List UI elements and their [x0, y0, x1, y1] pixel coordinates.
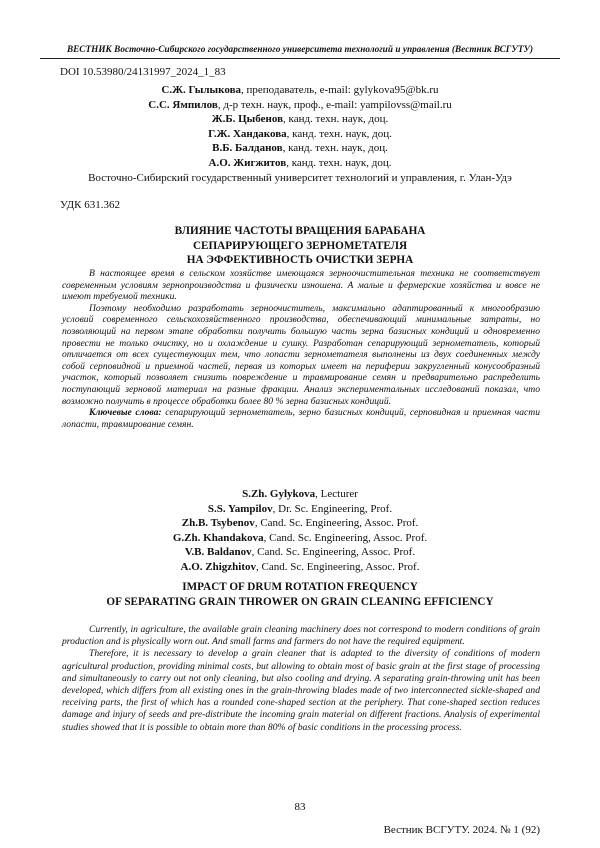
- author-name: A.O. Zhigzhitov: [180, 560, 257, 573]
- author-name: Zh.B. Tsybenov: [181, 517, 255, 530]
- author-line: [40, 156, 560, 171]
- author-details: , канд. техн. наук, доц.: [286, 156, 392, 169]
- author-line: [40, 141, 560, 156]
- author-name: В.Б. Балданов: [212, 142, 283, 155]
- author-name: Г.Ж. Хандакова: [208, 127, 287, 140]
- author-name: V.B. Baldanov: [184, 546, 252, 559]
- footer-journal-citation: Вестник ВСГУТУ. 2024. № 1 (92): [383, 824, 540, 836]
- abstract-paragraph: В настоящее время в сельском хозяйстве имеющаяся зерноочистительная техника не соответствует современным условиям зернопроизводства и физически изношена. А малые и фермерские хозяйства и вовсе не имеют требуемой техники.: [62, 268, 540, 303]
- abstract-paragraph: Therefore, it is necessary to develop a grain cleaner that is adapted to the diversity of conditions of modern agricultural production, providing minimal costs, but allowing to obtain most of basic grain at the first stage of processing and simultaneously to carry out not only cleaning, but also cooling and drying. A separating grain-throwing unit has been developed, which differs from all existing ones in the grain-throwing blades made of two interconnected sickle-shaped and receiving parts, the first of which has a rounded cone-shaped section at the periphery. That cone-shaped section reduces damage and injury of seeds and pre-distribute the incoming grain material on different fractions. Analysis of experimental studies showed that it is possible to obtain more than 80% of basic conditions in the processing process.: [62, 648, 540, 733]
- author-name: С.С. Ямпилов: [148, 98, 218, 111]
- author-name: S.S. Yampilov: [207, 502, 273, 515]
- author-line: [40, 83, 560, 98]
- title-line: НА ЭФФЕКТИВНОСТЬ ОЧИСТКИ ЗЕРНА: [186, 254, 414, 266]
- author-line: [40, 531, 560, 546]
- title-line: OF SEPARATING GRAIN THROWER ON GRAIN CLEANING EFFICIENCY: [106, 595, 494, 608]
- title-line: СЕПАРИРУЮЩЕГО ЗЕРНОМЕТАТЕЛЯ: [192, 239, 408, 252]
- author-details: , канд. техн. наук, доц.: [283, 113, 389, 126]
- author-details: , Cand. Sc. Engineering, Assoc. Prof.: [256, 560, 420, 573]
- author-details: , преподаватель, e-mail: gylykova95@bk.ru: [241, 84, 439, 96]
- authors-en: [40, 487, 560, 575]
- title-line: IMPACT OF DRUM ROTATION FREQUENCY: [182, 581, 418, 593]
- author-details: , Cand. Sc. Engineering, Assoc. Prof.: [254, 517, 419, 530]
- author-line: [40, 127, 560, 142]
- author-line: [40, 516, 560, 531]
- running-head: ВЕСТНИК Восточно-Сибирского государственного университета технологий и управления (Вестник ВСГУТУ): [66, 44, 534, 54]
- doi: DOI 10.53980/24131997_2024_1_83: [60, 66, 226, 78]
- author-details: , д-р техн. наук, проф., e-mail: yampilovss@mail.ru: [217, 98, 452, 111]
- keywords-ru: [62, 407, 540, 430]
- authors-ru: [40, 83, 560, 185]
- abstract-ru: [62, 268, 540, 430]
- author-line: [40, 98, 560, 113]
- udc-code: УДК 631.362: [60, 199, 121, 211]
- author-name: А.О. Жигжитов: [208, 156, 287, 169]
- title-ru: [40, 224, 560, 268]
- abstract-paragraph: Поэтому необходимо разработать зерноочиститель, максимально адаптированный к многообразию условий современного сельскохозяйственного производства, обеспечивающий минимальные затраты, но позволяющий на первом этапе обработки получить большую часть зерна базисных кондиций и одновременно провести не только очистку, но и охлаждение и сушку. Разработан сепарирующий зернометатель, который отличается от всех существующих тем, что лопасти зернометателя выполнены из двух соединенных между собой серповидной и приемной частей, первая из которых имеет на периферии закругленный конусообразный участок, который позволяет снизить повреждение и травмирование семян и предварительно распределить поступающий зерновой материал на разные фракции. Анализ экспериментальных исследований показал, что возможно получить в процессе обработки более 80 % зерна базисных кондиций.: [62, 302, 540, 407]
- author-name: S.Zh. Gylykova: [242, 488, 316, 500]
- header-divider: [40, 58, 560, 59]
- author-details: , канд. техн. наук, доц.: [282, 142, 388, 155]
- author-name: G.Zh. Khandakova: [172, 531, 264, 544]
- author-line: [40, 502, 560, 517]
- author-line: [40, 560, 560, 575]
- author-details: , канд. техн. наук, доц.: [286, 127, 392, 140]
- keywords-text: сепарирующий зернометатель, зерно базисных кондиций, серповидная и приемная части лопасти, травмирование семян.: [62, 407, 540, 430]
- author-details: , Lecturer: [315, 488, 358, 500]
- abstract-en: [62, 624, 540, 734]
- author-line: [40, 545, 560, 560]
- author-details: , Dr. Sc. Engineering, Prof.: [272, 502, 393, 515]
- affiliation: Восточно-Сибирский государственный университет технологий и управления, г. Улан-Удэ: [88, 171, 512, 184]
- title-en: [40, 580, 560, 609]
- page-number: 83: [294, 801, 306, 813]
- author-line: [40, 112, 560, 127]
- author-name: С.Ж. Гылыкова: [161, 84, 242, 96]
- author-details: , Cand. Sc. Engineering, Assoc. Prof.: [263, 531, 428, 544]
- author-details: , Cand. Sc. Engineering, Assoc. Prof.: [251, 546, 416, 559]
- keywords-label: Ключевые слова:: [89, 407, 162, 419]
- author-name: Ж.Б. Цыбенов: [211, 113, 284, 126]
- abstract-paragraph: Currently, in agriculture, the available grain cleaning machinery does not correspond to modern conditions of grain production and is physically worn out. And small farms and farmers do not have the required equipment.: [62, 624, 540, 648]
- title-line: ВЛИЯНИЕ ЧАСТОТЫ ВРАЩЕНИЯ БАРАБАНА: [174, 225, 426, 237]
- author-line: [40, 487, 560, 502]
